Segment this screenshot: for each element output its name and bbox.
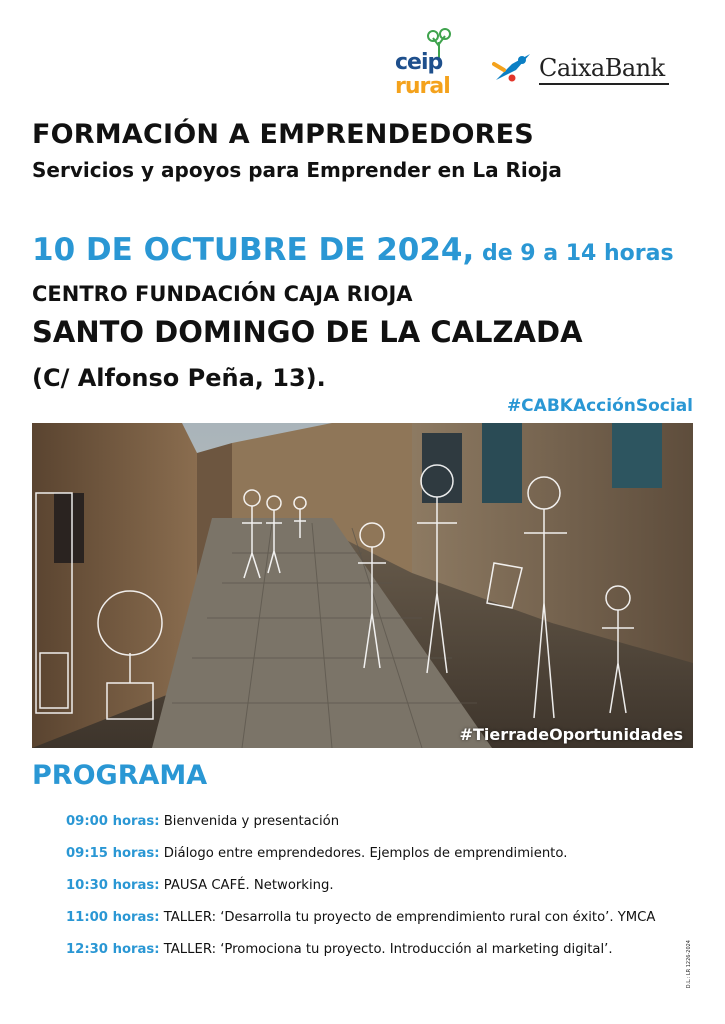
rural-logo-text: rural — [395, 74, 450, 99]
star-icon — [492, 50, 534, 86]
programa-item — [66, 910, 655, 942]
ceip-logo-text: ceip — [395, 50, 443, 75]
programa-time: 11:00 horas: — [66, 910, 160, 925]
programa-time: 09:15 horas: — [66, 846, 160, 861]
page-subtitle: Servicios y apoyos para Emprender en La Rioja — [32, 158, 562, 182]
page-title: FORMACIÓN A EMPRENDEDORES — [32, 119, 534, 150]
venue-town: SANTO DOMINGO DE LA CALZADA — [32, 315, 583, 349]
hashtag-accion-social: #CABKAcciónSocial — [506, 396, 693, 416]
event-date-main: 10 DE OCTUBRE DE 2024, — [32, 232, 475, 268]
programa-item — [66, 942, 655, 974]
ceip-rural-logo — [395, 28, 465, 108]
programa-time: 09:00 horas: — [66, 814, 160, 829]
hashtag-tierra-oportunidades: #TierradeOportunidades — [459, 725, 683, 744]
venue-name: CENTRO FUNDACIÓN CAJA RIOJA — [32, 282, 413, 306]
programa-text: TALLER: ‘Promociona tu proyecto. Introducción al marketing digital’. — [159, 942, 613, 957]
caixabank-underline — [539, 83, 669, 85]
programa-text: PAUSA CAFÉ. Networking. — [159, 878, 334, 893]
programa-time: 12:30 horas: — [66, 942, 160, 957]
venue-address: (C/ Alfonso Peña, 13). — [32, 364, 326, 392]
programa-item — [66, 814, 655, 846]
programa-text: Bienvenida y presentación — [159, 814, 340, 829]
legal-deposit: D.L.: LR 1226-2024 — [686, 940, 692, 989]
programa-time: 10:30 horas: — [66, 878, 160, 893]
street-illustration — [32, 423, 693, 748]
programa-heading: PROGRAMA — [32, 760, 208, 791]
event-hours: de 9 a 14 horas — [474, 241, 674, 266]
programa-item — [66, 846, 655, 878]
programa-text: Diálogo entre emprendedores. Ejemplos de emprendimiento. — [159, 846, 568, 861]
caixabank-logo — [492, 50, 682, 90]
programa-text: TALLER: ‘Desarrolla tu proyecto de emprendimiento rural con éxito’. YMCA — [159, 910, 656, 925]
programa-list — [66, 814, 655, 974]
street-photo — [32, 423, 693, 748]
logos — [395, 28, 685, 108]
caixabank-logo-text: CaixaBank — [539, 54, 665, 82]
programa-item — [66, 878, 655, 910]
event-date — [32, 232, 674, 268]
